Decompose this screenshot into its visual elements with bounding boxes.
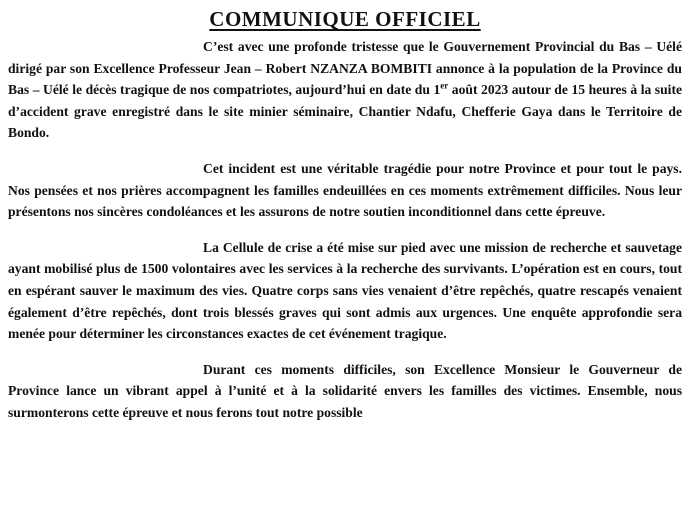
paragraph-announcement <box>8 36 682 144</box>
paragraph-announcement-text: C’est avec une profonde tristesse que le Gouvernement Provincial du Bas – Uélé dirigé par son Excellence Professeur Jean – Robert NZANZA BOMBITI annonce à la population de la Province du Bas – Uélé le décès tragique de nos compatriotes, aujourd’hui en date du 1 <box>8 39 682 98</box>
paragraph-condolences: Cet incident est une véritable tragédie pour notre Province et pour tout le pays. Nos pensées et nos prières accompagnent les familles endeuillées en ces moments extrêmement difficiles. Nous leur présentons nos sincères condoléances et les assurons de notre soutien inconditionnel dans cette épreuve. <box>8 160 682 220</box>
date-ordinal-superscript: er <box>440 80 449 91</box>
paragraph-appeal: Durant ces moments difficiles, son Excellence Monsieur le Gouverneur de Province lance un vibrant appel à l’unité et à la solidarité envers les familles des victimes. Ensemble, nous surmonterons cette épreuve et nous ferons tout notre possible <box>8 361 682 420</box>
paragraph-announcement-text-end: août 2023 autour de 15 heures à la suite d’accident grave enregistré dans le site minier séminaire, Chantier Ndafu, Chefferie Gaya dans le Territoire de Bondo. <box>8 82 682 141</box>
paragraph-crisis-cell: La Cellule de crise a été mise sur pied avec une mission de recherche et sauvetage ayant mobilisé plus de 1500 volontaires avec les services à la recherche des survivants. L’opération est en cours, tout en espérant sauver le maximum des vies. Quatre corps sans vies venaient d’être repêchés, quatre rescapés venaient également d’être repêchés, dont trois blessés graves qui sont admis aux urgences. Une enquête approfondie sera menée pour déterminer les circonstances exactes de cet événement tragique. <box>8 239 682 342</box>
document-title: COMMUNIQUE OFFICIEL <box>209 7 481 31</box>
